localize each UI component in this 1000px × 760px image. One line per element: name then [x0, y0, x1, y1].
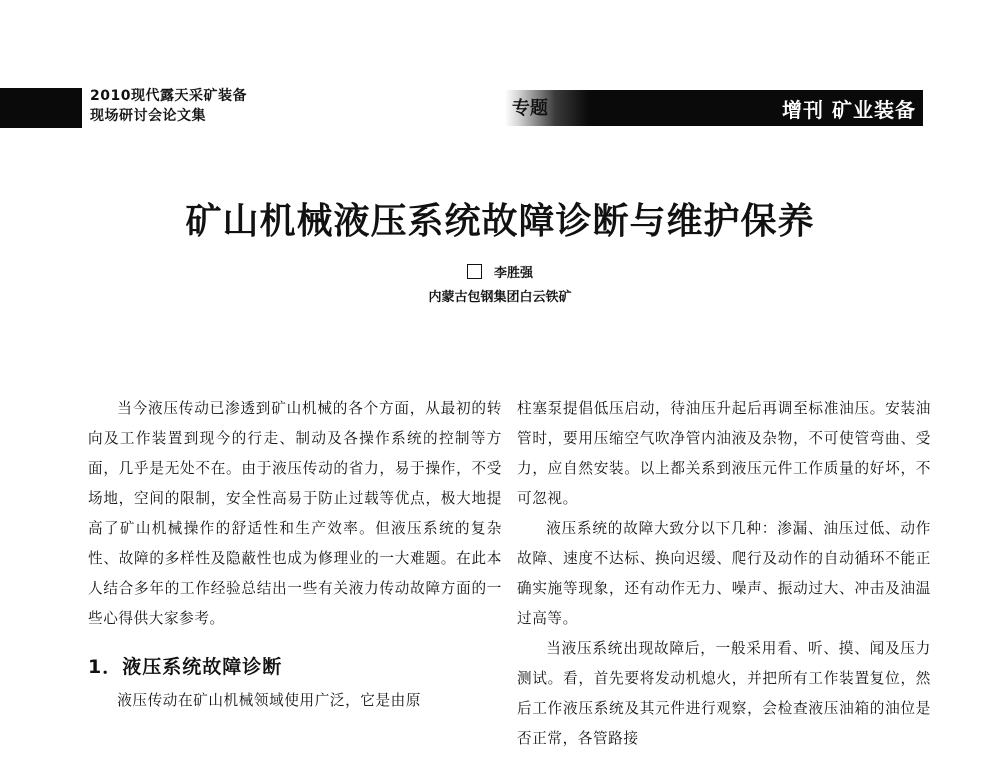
author-name: 李胜强 — [493, 266, 533, 281]
author-line — [0, 262, 1000, 281]
paper-title: 矿山机械液压系统故障诊断与维护保养 — [185, 200, 815, 242]
section-heading: 1．液压系统故障诊断 — [88, 656, 283, 678]
conference-title-line2: 现场研讨会论文集 — [90, 108, 206, 124]
conference-title — [90, 86, 247, 126]
body-paragraph: 当液压系统出现故障后，一般采用看、听、摸、闻及压力测试。看，首先要将发动机熄火，并把所有工作装置复位，然后工作液压系统及其元件进行观察，会检查液压油箱的油位是否正常，各管路接 — [517, 640, 931, 747]
right-column — [517, 394, 931, 754]
body-paragraph: 当今液压传动已渗透到矿山机械的各个方面，从最初的转向及工作装置到现今的行走、制动及各操作系统的控制等方面，几乎是无处不在。由于液压传动的省力，易于操作，不受场地，空间的限制，安全性高易于防止过载等优点，极大地提高了矿山机械操作的舒适性和生产效率。但液压系统的复杂性、故障的多样性及隐蔽性也成为修理业的一大难题。在此本人结合多年的工作经验总结出一些有关液力传动故障方面的一些心得供大家参考。 — [88, 400, 502, 627]
header-bar-mark: 专题 — [512, 98, 548, 119]
body-paragraph: 液压系统的故障大致分以下几种：渗漏、油压过低、动作故障、速度不达标、换向迟缓、爬行及动作的自动循环不能正确实施等现象，还有动作无力、噪声、振动过大、冲击及油温过高等。 — [517, 520, 931, 627]
author-box-icon — [467, 264, 482, 279]
affiliation: 内蒙古包钢集团白云铁矿 — [428, 290, 572, 305]
section-label: 增刊 矿业装备 — [782, 98, 916, 122]
body-paragraph: 柱塞泵提倡低压启动，待油压升起后再调至标准油压。安装油管时，要用压缩空气吹净管内油液及杂物，不可使管弯曲、受力，应自然安装。以上都关系到液压元件工作质量的好坏，不可忽视。 — [517, 400, 931, 507]
conference-title-line1: 2010现代露天采矿装备 — [90, 88, 247, 104]
header-left-bar — [0, 88, 82, 128]
left-column — [88, 394, 502, 716]
body-paragraph: 液压传动在矿山机械领域使用广泛，它是由原 — [117, 692, 422, 709]
